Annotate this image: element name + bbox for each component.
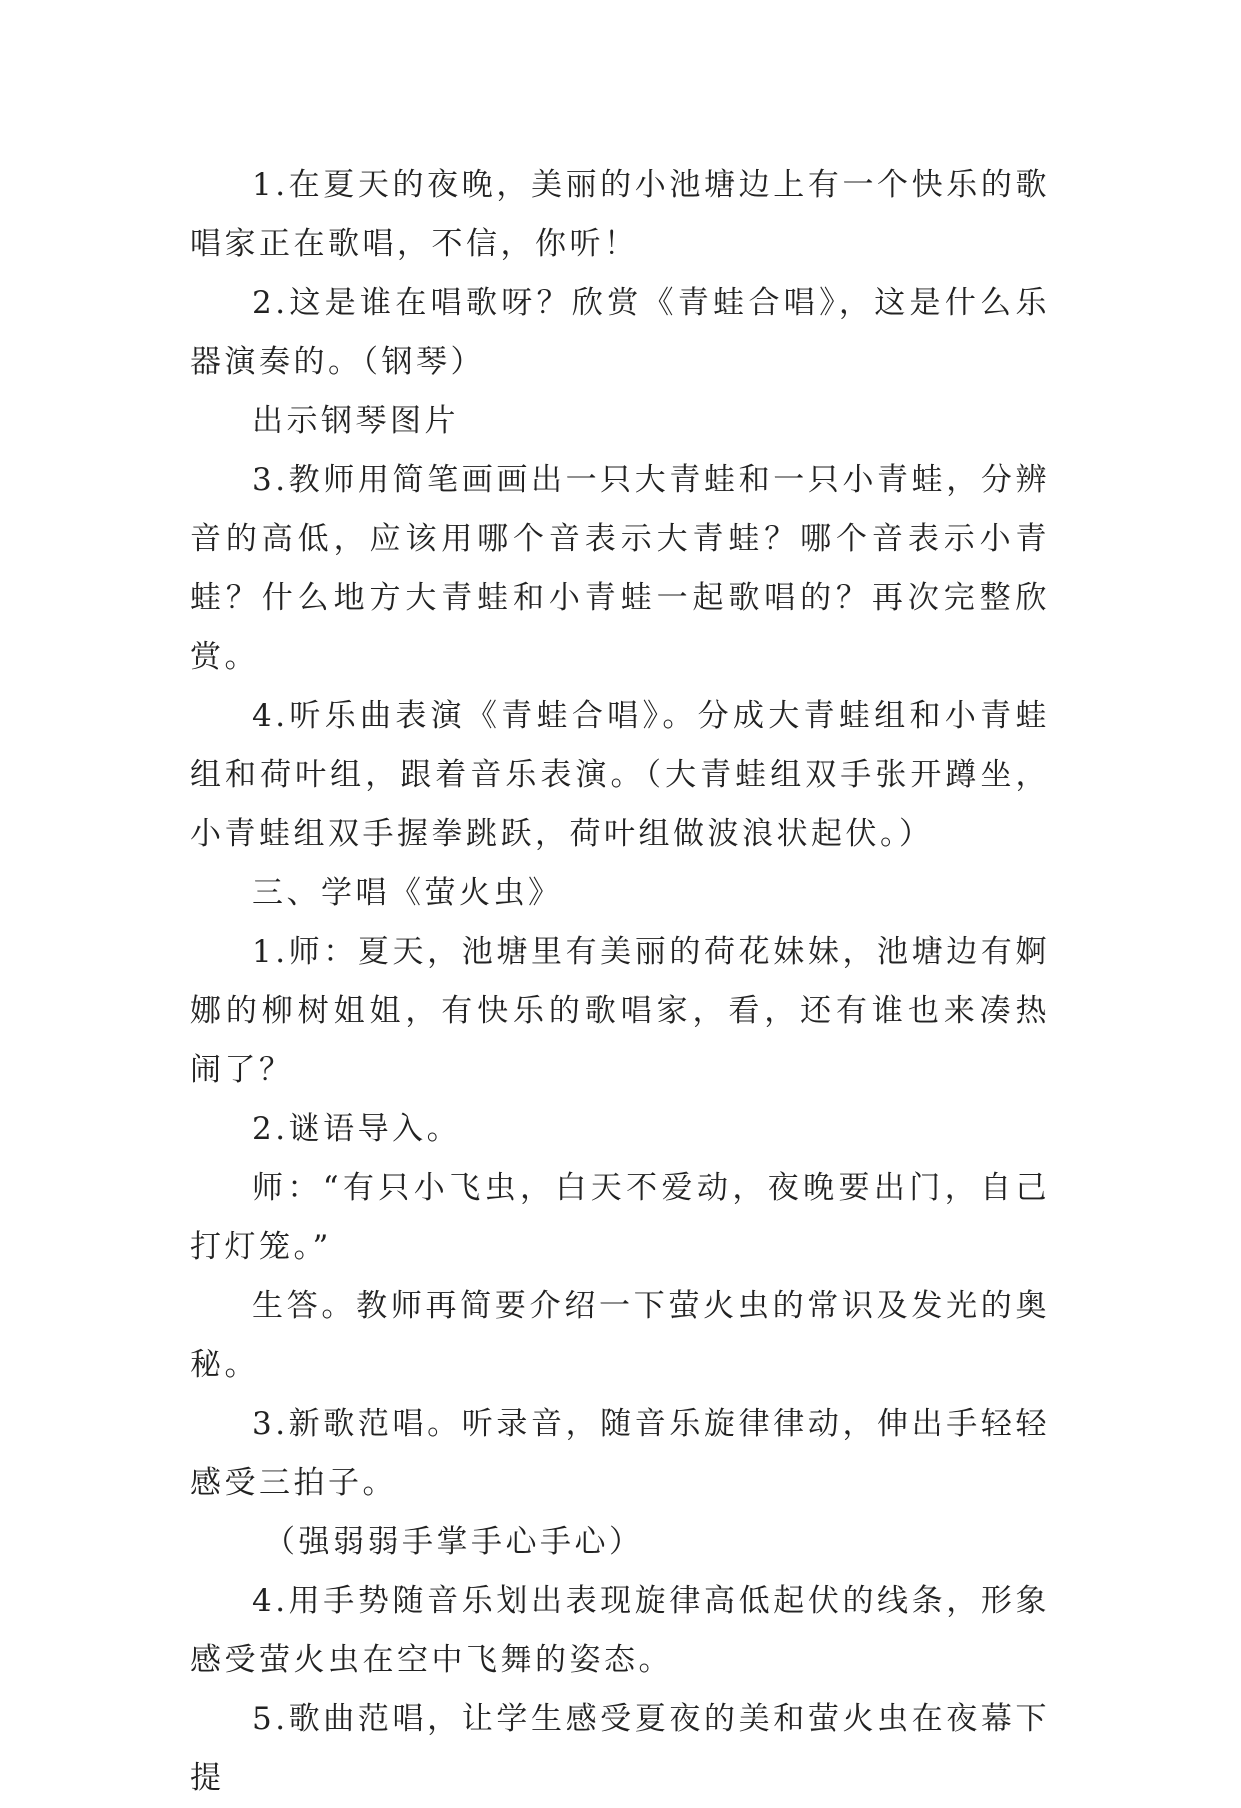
paragraph-firefly-step-1: 1.师：夏天，池塘里有美丽的荷花妹妹，池塘边有婀娜的柳树姐姐，有快乐的歌唱家，看，还有谁也来凑热闹了？ (190, 934, 1050, 1088)
document-body (190, 156, 1050, 1808)
section-heading-firefly: 三、学唱《萤火虫》 (252, 875, 563, 911)
paragraph-firefly-step-5: 5.歌曲范唱，让学生感受夏夜的美和萤火虫在夜幕下提 (190, 1701, 1050, 1796)
paragraph-riddle: 师：“有只小飞虫，白天不爱动，夜晚要出门，自己打灯笼。” (190, 1170, 1050, 1265)
paragraph-firefly-step-3: 3.新歌范唱。听录音，随音乐旋律律动，伸出手轻轻感受三拍子。 (190, 1406, 1050, 1501)
paragraph-student-answer: 生答。教师再简要介绍一下萤火虫的常识及发光的奥秘。 (190, 1288, 1050, 1383)
paragraph-step-2: 2.这是谁在唱歌呀？欣赏《青蛙合唱》，这是什么乐器演奏的。（钢琴） (190, 285, 1050, 380)
paragraph-step-3: 3.教师用简笔画画出一只大青蛙和一只小青蛙，分辨音的高低，应该用哪个音表示大青蛙？哪个音表示小青蛙？什么地方大青蛙和小青蛙一起歌唱的？再次完整欣赏。 (190, 462, 1050, 675)
paragraph-firefly-step-2: 2.谜语导入。 (252, 1111, 462, 1147)
paragraph-step-1: 1.在夏天的夜晚，美丽的小池塘边上有一个快乐的歌唱家正在歌唱，不信，你听！ (190, 167, 1050, 262)
paragraph-show-piano-picture: 出示钢琴图片 (252, 403, 459, 439)
paragraph-step-4: 4.听乐曲表演《青蛙合唱》。分成大青蛙组和小青蛙组和荷叶组，跟着音乐表演。（大青蛙组双手张开蹲坐，小青蛙组双手握拳跳跃，荷叶组做波浪状起伏。） (190, 698, 1050, 852)
paragraph-beat-note: （强弱弱手掌手心手心） (264, 1524, 644, 1560)
paragraph-firefly-step-4: 4.用手势随音乐划出表现旋律高低起伏的线条，形象感受萤火虫在空中飞舞的姿态。 (190, 1583, 1050, 1678)
